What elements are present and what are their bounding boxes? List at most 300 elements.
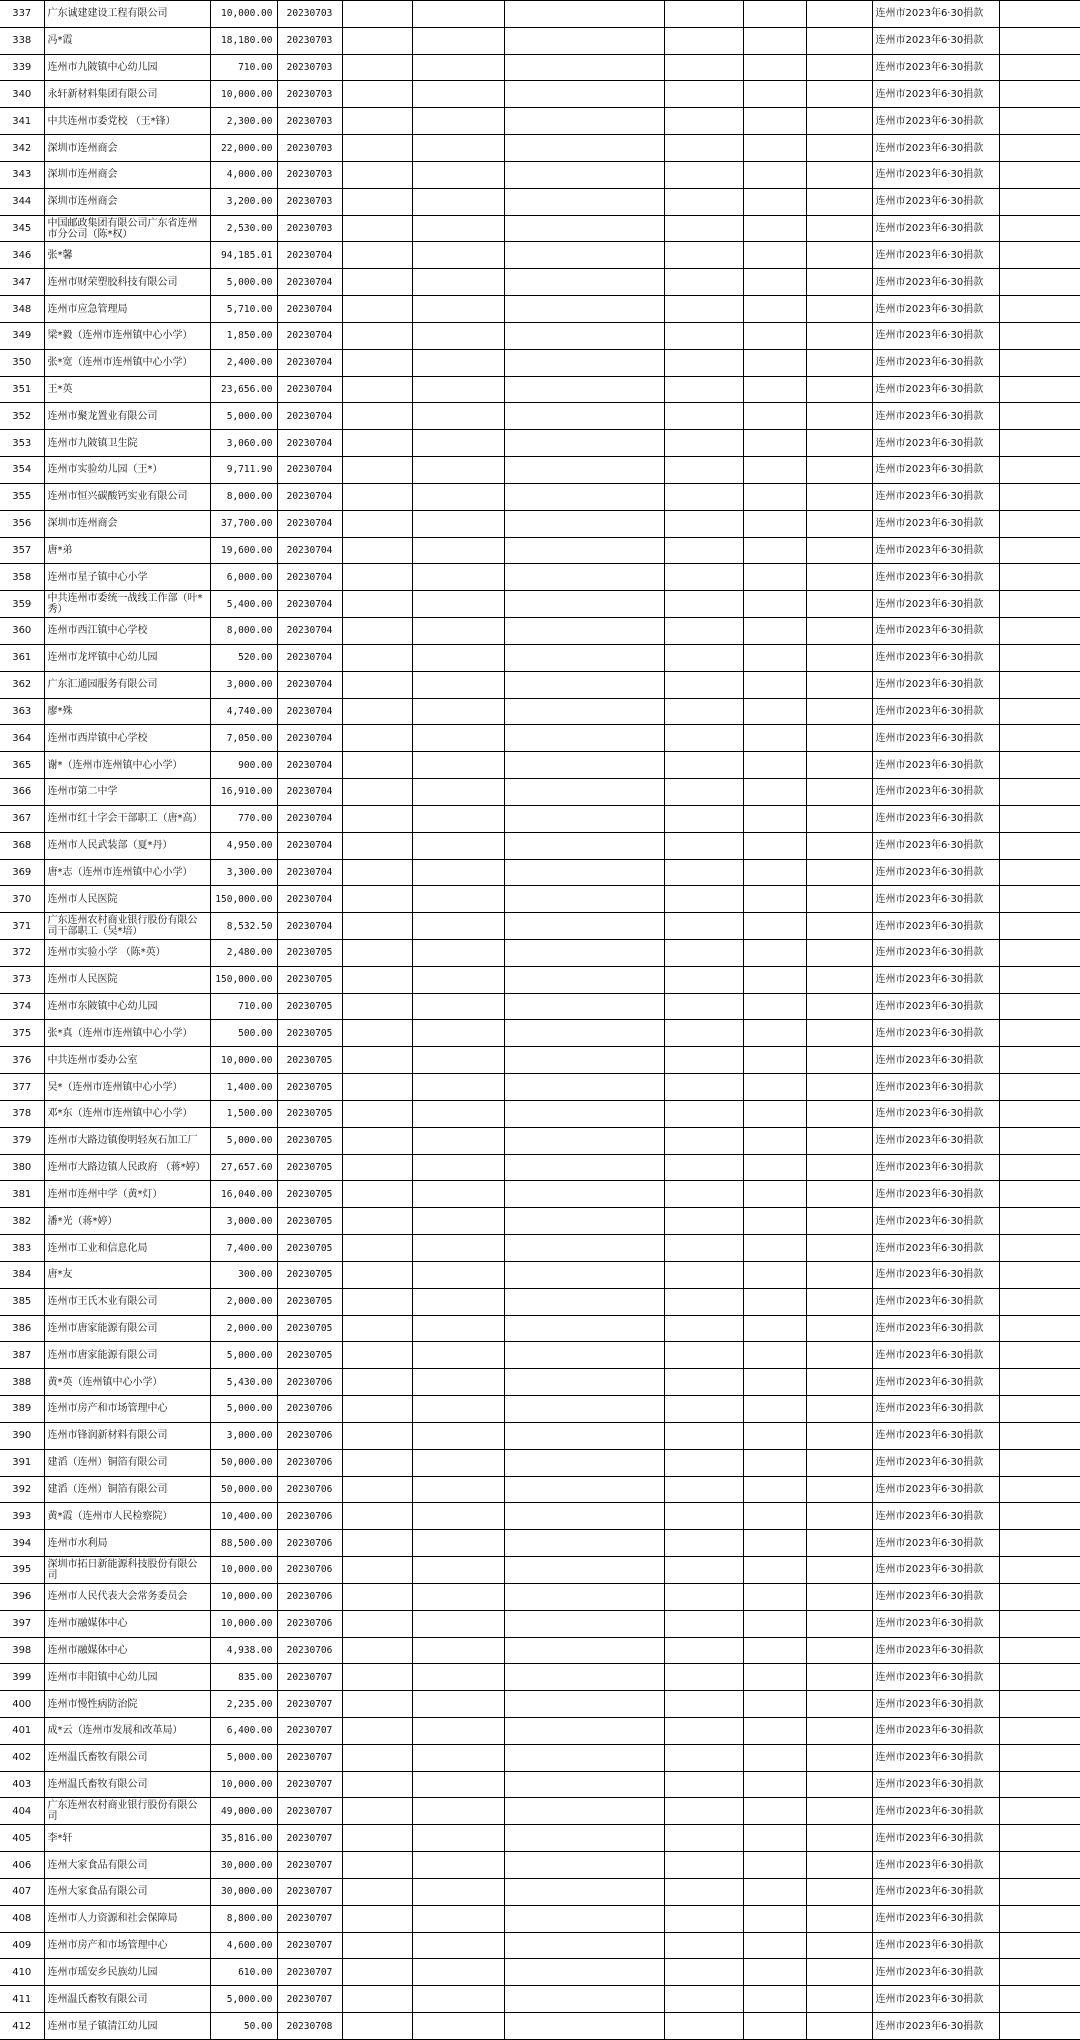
empty-cell bbox=[412, 671, 504, 698]
donor-cell: 潘*光（蒋*婷） bbox=[44, 1208, 210, 1235]
empty-cell bbox=[743, 1691, 806, 1718]
row-number-cell: 342 bbox=[0, 135, 44, 162]
empty-cell bbox=[999, 966, 1080, 993]
empty-cell bbox=[342, 1664, 412, 1691]
empty-cell bbox=[412, 1825, 504, 1852]
amount-cell: 5,000.00 bbox=[210, 403, 277, 430]
donor-cell: 连州市东陂镇中心幼儿园 bbox=[44, 993, 210, 1020]
empty-cell bbox=[806, 1342, 872, 1369]
donor-cell: 连州市第二中学 bbox=[44, 779, 210, 806]
amount-cell: 8,532.50 bbox=[210, 913, 277, 940]
empty-cell bbox=[412, 1047, 504, 1074]
empty-cell bbox=[806, 1878, 872, 1905]
empty-cell bbox=[806, 1, 872, 28]
date-cell: 20230706 bbox=[277, 1530, 342, 1557]
empty-cell bbox=[504, 886, 664, 913]
empty-cell bbox=[999, 1959, 1080, 1986]
amount-cell: 6,000.00 bbox=[210, 564, 277, 591]
empty-cell bbox=[806, 939, 872, 966]
empty-cell bbox=[504, 1261, 664, 1288]
date-cell: 20230703 bbox=[277, 81, 342, 108]
empty-cell bbox=[743, 1932, 806, 1959]
note-cell: 连州市2023年6·30捐款 bbox=[872, 1154, 999, 1181]
empty-cell bbox=[412, 1315, 504, 1342]
empty-cell bbox=[664, 349, 743, 376]
donor-cell: 唐*弟 bbox=[44, 537, 210, 564]
empty-cell bbox=[504, 1878, 664, 1905]
empty-cell bbox=[664, 296, 743, 323]
amount-cell: 50,000.00 bbox=[210, 1476, 277, 1503]
empty-cell bbox=[412, 296, 504, 323]
amount-cell: 4,938.00 bbox=[210, 1637, 277, 1664]
date-cell: 20230705 bbox=[277, 1208, 342, 1235]
empty-cell bbox=[412, 725, 504, 752]
empty-cell bbox=[743, 296, 806, 323]
empty-cell bbox=[342, 1047, 412, 1074]
empty-cell bbox=[342, 322, 412, 349]
row-number-cell: 403 bbox=[0, 1771, 44, 1798]
table-row bbox=[0, 1235, 1080, 1262]
date-cell: 20230704 bbox=[277, 591, 342, 618]
note-cell: 连州市2023年6·30捐款 bbox=[872, 27, 999, 54]
table-row bbox=[0, 1771, 1080, 1798]
row-number-cell: 382 bbox=[0, 1208, 44, 1235]
empty-cell bbox=[664, 591, 743, 618]
row-number-cell: 372 bbox=[0, 939, 44, 966]
table-row bbox=[0, 913, 1080, 940]
empty-cell bbox=[504, 832, 664, 859]
empty-cell bbox=[806, 671, 872, 698]
empty-cell bbox=[412, 1798, 504, 1825]
empty-cell bbox=[999, 1047, 1080, 1074]
empty-cell bbox=[504, 430, 664, 457]
date-cell: 20230704 bbox=[277, 698, 342, 725]
empty-cell bbox=[504, 698, 664, 725]
table-row bbox=[0, 618, 1080, 645]
table-row bbox=[0, 376, 1080, 403]
empty-cell bbox=[664, 430, 743, 457]
note-cell: 连州市2023年6·30捐款 bbox=[872, 1074, 999, 1101]
row-number-cell: 367 bbox=[0, 805, 44, 832]
empty-cell bbox=[342, 296, 412, 323]
empty-cell bbox=[504, 1503, 664, 1530]
empty-cell bbox=[342, 1637, 412, 1664]
empty-cell bbox=[664, 269, 743, 296]
empty-cell bbox=[504, 1610, 664, 1637]
empty-cell bbox=[999, 1557, 1080, 1584]
empty-cell bbox=[412, 1959, 504, 1986]
empty-cell bbox=[664, 698, 743, 725]
row-number-cell: 392 bbox=[0, 1476, 44, 1503]
table-row bbox=[0, 698, 1080, 725]
empty-cell bbox=[999, 1798, 1080, 1825]
table-row bbox=[0, 81, 1080, 108]
empty-cell bbox=[664, 1181, 743, 1208]
empty-cell bbox=[504, 725, 664, 752]
amount-cell: 5,710.00 bbox=[210, 296, 277, 323]
empty-cell bbox=[806, 403, 872, 430]
empty-cell bbox=[999, 510, 1080, 537]
empty-cell bbox=[342, 1905, 412, 1932]
empty-cell bbox=[664, 1905, 743, 1932]
empty-cell bbox=[664, 1342, 743, 1369]
empty-cell bbox=[342, 135, 412, 162]
empty-cell bbox=[342, 215, 412, 242]
table-row bbox=[0, 537, 1080, 564]
empty-cell bbox=[342, 591, 412, 618]
empty-cell bbox=[806, 81, 872, 108]
empty-cell bbox=[342, 1557, 412, 1584]
empty-cell bbox=[806, 1181, 872, 1208]
row-number-cell: 386 bbox=[0, 1315, 44, 1342]
empty-cell bbox=[504, 188, 664, 215]
empty-cell bbox=[999, 2013, 1080, 2040]
empty-cell bbox=[504, 1396, 664, 1423]
date-cell: 20230706 bbox=[277, 1449, 342, 1476]
row-number-cell: 338 bbox=[0, 27, 44, 54]
empty-cell bbox=[412, 1664, 504, 1691]
row-number-cell: 359 bbox=[0, 591, 44, 618]
empty-cell bbox=[504, 913, 664, 940]
amount-cell: 4,000.00 bbox=[210, 161, 277, 188]
date-cell: 20230703 bbox=[277, 135, 342, 162]
empty-cell bbox=[806, 1047, 872, 1074]
empty-cell bbox=[743, 1047, 806, 1074]
empty-cell bbox=[664, 161, 743, 188]
note-cell: 连州市2023年6·30捐款 bbox=[872, 1905, 999, 1932]
empty-cell bbox=[412, 1181, 504, 1208]
empty-cell bbox=[999, 591, 1080, 618]
table-row bbox=[0, 483, 1080, 510]
row-number-cell: 368 bbox=[0, 832, 44, 859]
empty-cell bbox=[999, 403, 1080, 430]
empty-cell bbox=[743, 537, 806, 564]
empty-cell bbox=[664, 1637, 743, 1664]
table-row bbox=[0, 1557, 1080, 1584]
empty-cell bbox=[664, 805, 743, 832]
row-number-cell: 401 bbox=[0, 1718, 44, 1745]
table-row bbox=[0, 430, 1080, 457]
empty-cell bbox=[743, 805, 806, 832]
empty-cell bbox=[806, 1637, 872, 1664]
table-row bbox=[0, 296, 1080, 323]
date-cell: 20230703 bbox=[277, 1, 342, 28]
empty-cell bbox=[999, 1503, 1080, 1530]
empty-cell bbox=[743, 913, 806, 940]
empty-cell bbox=[999, 805, 1080, 832]
empty-cell bbox=[743, 483, 806, 510]
empty-cell bbox=[999, 1342, 1080, 1369]
note-cell: 连州市2023年6·30捐款 bbox=[872, 644, 999, 671]
date-cell: 20230705 bbox=[277, 1288, 342, 1315]
empty-cell bbox=[342, 779, 412, 806]
table-row bbox=[0, 1503, 1080, 1530]
note-cell: 连州市2023年6·30捐款 bbox=[872, 430, 999, 457]
empty-cell bbox=[743, 644, 806, 671]
table-row bbox=[0, 1396, 1080, 1423]
empty-cell bbox=[664, 1583, 743, 1610]
empty-cell bbox=[412, 457, 504, 484]
empty-cell bbox=[342, 1235, 412, 1262]
empty-cell bbox=[743, 1476, 806, 1503]
empty-cell bbox=[806, 376, 872, 403]
empty-cell bbox=[504, 1100, 664, 1127]
donor-cell: 冯*霞 bbox=[44, 27, 210, 54]
table-row bbox=[0, 1315, 1080, 1342]
row-number-cell: 405 bbox=[0, 1825, 44, 1852]
donor-cell: 成*云（连州市发展和改革局） bbox=[44, 1718, 210, 1745]
empty-cell bbox=[342, 54, 412, 81]
date-cell: 20230704 bbox=[277, 752, 342, 779]
table-row bbox=[0, 54, 1080, 81]
table-row bbox=[0, 1583, 1080, 1610]
empty-cell bbox=[412, 1342, 504, 1369]
note-cell: 连州市2023年6·30捐款 bbox=[872, 1932, 999, 1959]
row-number-cell: 389 bbox=[0, 1396, 44, 1423]
date-cell: 20230704 bbox=[277, 805, 342, 832]
note-cell: 连州市2023年6·30捐款 bbox=[872, 752, 999, 779]
table-row bbox=[0, 2013, 1080, 2040]
date-cell: 20230703 bbox=[277, 54, 342, 81]
note-cell: 连州市2023年6·30捐款 bbox=[872, 1959, 999, 1986]
empty-cell bbox=[806, 886, 872, 913]
empty-cell bbox=[412, 54, 504, 81]
empty-cell bbox=[743, 752, 806, 779]
amount-cell: 10,400.00 bbox=[210, 1503, 277, 1530]
empty-cell bbox=[664, 108, 743, 135]
empty-cell bbox=[342, 1610, 412, 1637]
empty-cell bbox=[664, 1449, 743, 1476]
date-cell: 20230705 bbox=[277, 1342, 342, 1369]
empty-cell bbox=[412, 1691, 504, 1718]
row-number-cell: 398 bbox=[0, 1637, 44, 1664]
empty-cell bbox=[664, 644, 743, 671]
empty-cell bbox=[342, 698, 412, 725]
donor-cell: 连州市唐家能源有限公司 bbox=[44, 1315, 210, 1342]
donor-cell: 吴*（连州市连州镇中心小学） bbox=[44, 1074, 210, 1101]
empty-cell bbox=[504, 1905, 664, 1932]
empty-cell bbox=[342, 859, 412, 886]
empty-cell bbox=[806, 1100, 872, 1127]
empty-cell bbox=[664, 1852, 743, 1879]
empty-cell bbox=[743, 1396, 806, 1423]
amount-cell: 710.00 bbox=[210, 54, 277, 81]
donor-cell: 连州市人民医院 bbox=[44, 886, 210, 913]
note-cell: 连州市2023年6·30捐款 bbox=[872, 54, 999, 81]
date-cell: 20230704 bbox=[277, 886, 342, 913]
note-cell: 连州市2023年6·30捐款 bbox=[872, 376, 999, 403]
empty-cell bbox=[504, 457, 664, 484]
table-row bbox=[0, 939, 1080, 966]
empty-cell bbox=[664, 1798, 743, 1825]
empty-cell bbox=[743, 1530, 806, 1557]
note-cell: 连州市2023年6·30捐款 bbox=[872, 698, 999, 725]
empty-cell bbox=[806, 296, 872, 323]
empty-cell bbox=[504, 618, 664, 645]
donor-cell: 连州市聚龙置业有限公司 bbox=[44, 403, 210, 430]
amount-cell: 5,000.00 bbox=[210, 269, 277, 296]
empty-cell bbox=[664, 1396, 743, 1423]
empty-cell bbox=[664, 27, 743, 54]
note-cell: 连州市2023年6·30捐款 bbox=[872, 510, 999, 537]
donor-cell: 连州市融媒体中心 bbox=[44, 1637, 210, 1664]
empty-cell bbox=[412, 1422, 504, 1449]
donor-cell: 连州市恒兴碳酸钙实业有限公司 bbox=[44, 483, 210, 510]
date-cell: 20230704 bbox=[277, 296, 342, 323]
amount-cell: 835.00 bbox=[210, 1664, 277, 1691]
empty-cell bbox=[342, 1315, 412, 1342]
empty-cell bbox=[342, 1422, 412, 1449]
empty-cell bbox=[806, 644, 872, 671]
empty-cell bbox=[999, 1396, 1080, 1423]
row-number-cell: 406 bbox=[0, 1852, 44, 1879]
table-row bbox=[0, 1905, 1080, 1932]
empty-cell bbox=[806, 1986, 872, 2013]
empty-cell bbox=[999, 1, 1080, 28]
date-cell: 20230707 bbox=[277, 1691, 342, 1718]
empty-cell bbox=[743, 993, 806, 1020]
empty-cell bbox=[412, 161, 504, 188]
empty-cell bbox=[806, 2013, 872, 2040]
donor-cell: 连州市丰阳镇中心幼儿园 bbox=[44, 1664, 210, 1691]
date-cell: 20230705 bbox=[277, 1235, 342, 1262]
amount-cell: 610.00 bbox=[210, 1959, 277, 1986]
empty-cell bbox=[664, 1127, 743, 1154]
empty-cell bbox=[806, 1664, 872, 1691]
empty-cell bbox=[999, 1208, 1080, 1235]
amount-cell: 9,711.90 bbox=[210, 457, 277, 484]
amount-cell: 1,500.00 bbox=[210, 1100, 277, 1127]
row-number-cell: 399 bbox=[0, 1664, 44, 1691]
amount-cell: 8,000.00 bbox=[210, 483, 277, 510]
donor-cell: 李*轩 bbox=[44, 1825, 210, 1852]
row-number-cell: 400 bbox=[0, 1691, 44, 1718]
row-number-cell: 354 bbox=[0, 457, 44, 484]
empty-cell bbox=[504, 1744, 664, 1771]
row-number-cell: 379 bbox=[0, 1127, 44, 1154]
empty-cell bbox=[806, 1718, 872, 1745]
donor-cell: 广东诚建建设工程有限公司 bbox=[44, 1, 210, 28]
empty-cell bbox=[806, 510, 872, 537]
empty-cell bbox=[664, 1047, 743, 1074]
amount-cell: 2,400.00 bbox=[210, 349, 277, 376]
empty-cell bbox=[504, 1315, 664, 1342]
date-cell: 20230707 bbox=[277, 1825, 342, 1852]
amount-cell: 7,050.00 bbox=[210, 725, 277, 752]
donor-cell: 连州市大路边镇人民政府 （蒋*婷） bbox=[44, 1154, 210, 1181]
empty-cell bbox=[342, 537, 412, 564]
row-number-cell: 376 bbox=[0, 1047, 44, 1074]
empty-cell bbox=[504, 564, 664, 591]
empty-cell bbox=[806, 188, 872, 215]
note-cell: 连州市2023年6·30捐款 bbox=[872, 1637, 999, 1664]
date-cell: 20230706 bbox=[277, 1369, 342, 1396]
note-cell: 连州市2023年6·30捐款 bbox=[872, 859, 999, 886]
empty-cell bbox=[342, 993, 412, 1020]
empty-cell bbox=[412, 752, 504, 779]
table-row bbox=[0, 832, 1080, 859]
table-row bbox=[0, 993, 1080, 1020]
date-cell: 20230704 bbox=[277, 510, 342, 537]
amount-cell: 770.00 bbox=[210, 805, 277, 832]
empty-cell bbox=[999, 27, 1080, 54]
empty-cell bbox=[999, 135, 1080, 162]
date-cell: 20230707 bbox=[277, 1664, 342, 1691]
empty-cell bbox=[743, 27, 806, 54]
empty-cell bbox=[664, 966, 743, 993]
empty-cell bbox=[342, 1530, 412, 1557]
note-cell: 连州市2023年6·30捐款 bbox=[872, 2013, 999, 2040]
donor-cell: 唐*志（连州市连州镇中心小学） bbox=[44, 859, 210, 886]
empty-cell bbox=[504, 993, 664, 1020]
empty-cell bbox=[806, 805, 872, 832]
empty-cell bbox=[743, 269, 806, 296]
empty-cell bbox=[664, 54, 743, 81]
note-cell: 连州市2023年6·30捐款 bbox=[872, 1825, 999, 1852]
empty-cell bbox=[806, 1852, 872, 1879]
empty-cell bbox=[999, 886, 1080, 913]
empty-cell bbox=[743, 1878, 806, 1905]
row-number-cell: 350 bbox=[0, 349, 44, 376]
empty-cell bbox=[412, 859, 504, 886]
empty-cell bbox=[412, 537, 504, 564]
date-cell: 20230704 bbox=[277, 779, 342, 806]
row-number-cell: 412 bbox=[0, 2013, 44, 2040]
amount-cell: 1,400.00 bbox=[210, 1074, 277, 1101]
empty-cell bbox=[999, 376, 1080, 403]
donor-cell: 深圳市拓日新能源科技股份有限公司 bbox=[44, 1557, 210, 1584]
table-row bbox=[0, 1047, 1080, 1074]
empty-cell bbox=[342, 457, 412, 484]
donor-cell: 连州市人力资源和社会保障局 bbox=[44, 1905, 210, 1932]
empty-cell bbox=[412, 1020, 504, 1047]
table-row bbox=[0, 1932, 1080, 1959]
empty-cell bbox=[999, 1261, 1080, 1288]
amount-cell: 5,400.00 bbox=[210, 591, 277, 618]
empty-cell bbox=[504, 779, 664, 806]
empty-cell bbox=[806, 1825, 872, 1852]
note-cell: 连州市2023年6·30捐款 bbox=[872, 1422, 999, 1449]
empty-cell bbox=[999, 939, 1080, 966]
row-number-cell: 383 bbox=[0, 1235, 44, 1262]
empty-cell bbox=[412, 510, 504, 537]
donor-cell: 深圳市连州商会 bbox=[44, 510, 210, 537]
empty-cell bbox=[342, 725, 412, 752]
empty-cell bbox=[342, 966, 412, 993]
empty-cell bbox=[806, 1235, 872, 1262]
donor-cell: 梁*毅（连州市连州镇中心小学） bbox=[44, 322, 210, 349]
row-number-cell: 374 bbox=[0, 993, 44, 1020]
empty-cell bbox=[999, 1100, 1080, 1127]
table-row bbox=[0, 1878, 1080, 1905]
empty-cell bbox=[743, 81, 806, 108]
donor-cell: 连州市实验小学 （陈*英） bbox=[44, 939, 210, 966]
empty-cell bbox=[664, 752, 743, 779]
row-number-cell: 381 bbox=[0, 1181, 44, 1208]
empty-cell bbox=[999, 1020, 1080, 1047]
empty-cell bbox=[504, 1288, 664, 1315]
donor-cell: 连州温氏畜牧有限公司 bbox=[44, 1986, 210, 2013]
empty-cell bbox=[342, 1154, 412, 1181]
empty-cell bbox=[664, 1718, 743, 1745]
note-cell: 连州市2023年6·30捐款 bbox=[872, 457, 999, 484]
empty-cell bbox=[806, 1959, 872, 1986]
note-cell: 连州市2023年6·30捐款 bbox=[872, 322, 999, 349]
empty-cell bbox=[743, 591, 806, 618]
donor-cell: 连州温氏畜牧有限公司 bbox=[44, 1744, 210, 1771]
table-row bbox=[0, 1798, 1080, 1825]
table-row bbox=[0, 886, 1080, 913]
